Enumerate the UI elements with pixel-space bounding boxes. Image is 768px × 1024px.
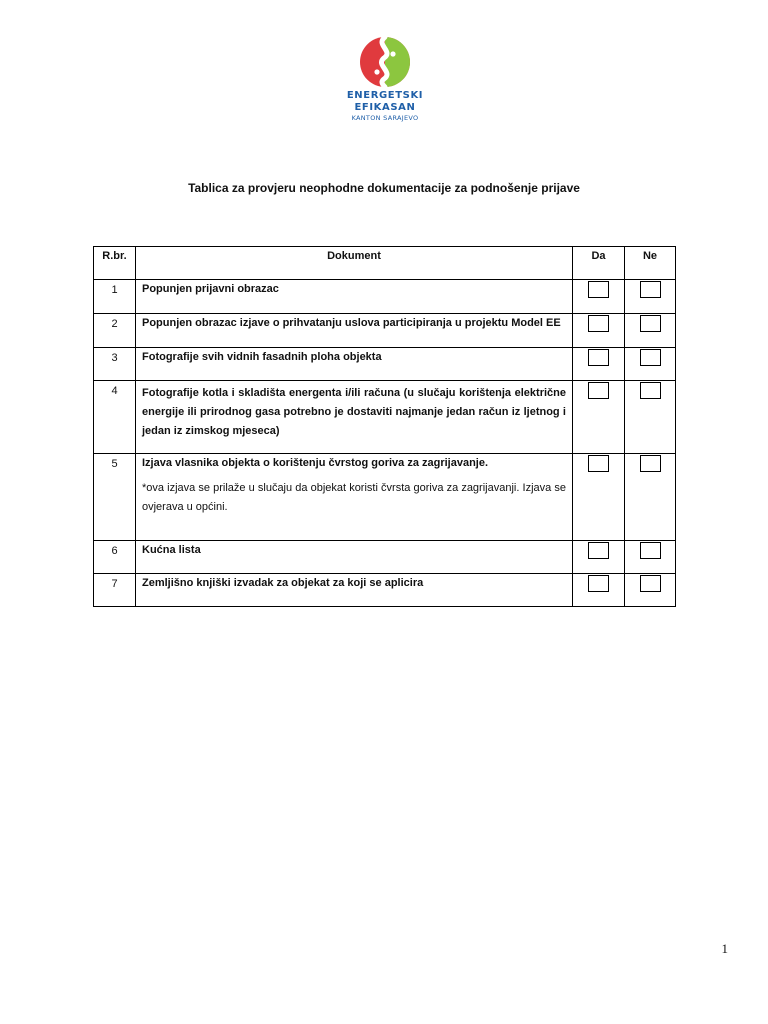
row-document: Popunjen prijavni obrazac (136, 280, 573, 314)
header-da: Da (573, 247, 625, 280)
row-document (136, 454, 573, 541)
row-number: 5 (94, 454, 136, 541)
checkbox-icon[interactable] (588, 315, 609, 332)
row-number: 3 (94, 348, 136, 381)
checkbox-icon[interactable] (588, 455, 609, 472)
logo-dot-bottom (374, 69, 379, 74)
row-number: 1 (94, 280, 136, 314)
checkbox-icon[interactable] (640, 542, 661, 559)
energetski-efikasan-logo-icon (358, 34, 412, 90)
checkbox-icon[interactable] (588, 542, 609, 559)
table-row (94, 454, 676, 541)
documentation-checklist-table (93, 246, 676, 607)
logo-text-kanton: KANTON SARAJEVO (351, 114, 419, 122)
logo-text-efikasan: EFIKASAN (354, 102, 416, 113)
checkbox-icon[interactable] (588, 349, 609, 366)
header-document: Dokument (136, 247, 573, 280)
row-document: Zemljišno knjiški izvadak za objekat za koji se aplicira (136, 574, 573, 607)
header-num: R.br. (94, 247, 136, 280)
row-number: 7 (94, 574, 136, 607)
checkbox-da-1[interactable] (573, 280, 625, 314)
logo (346, 34, 424, 123)
row-document: Fotografije svih vidnih fasadnih ploha objekta (136, 348, 573, 381)
checkbox-da-6[interactable] (573, 541, 625, 574)
checkbox-ne-3[interactable] (625, 348, 676, 381)
checkbox-icon[interactable] (640, 575, 661, 592)
checkbox-icon[interactable] (640, 315, 661, 332)
row-document: Popunjen obrazac izjave o prihvatanju uslova participiranja u projektu Model EE (136, 314, 573, 348)
checkbox-icon[interactable] (640, 281, 661, 298)
checkbox-da-3[interactable] (573, 348, 625, 381)
checkbox-ne-4[interactable] (625, 381, 676, 454)
table-row (94, 348, 676, 381)
checkbox-da-2[interactable] (573, 314, 625, 348)
header-ne: Ne (625, 247, 676, 280)
logo-green-half (385, 37, 410, 87)
row-document-title: Izjava vlasnika objekta o korištenju čvrstog goriva za zagrijavanje. (142, 457, 489, 469)
checkbox-icon[interactable] (640, 349, 661, 366)
document-title: Tablica za provjeru neophodne dokumentacije za podnošenje prijave (188, 181, 580, 195)
checkbox-da-4[interactable] (573, 381, 625, 454)
table-row (94, 314, 676, 348)
checkbox-ne-6[interactable] (625, 541, 676, 574)
table-row (94, 280, 676, 314)
row-number: 4 (94, 381, 136, 454)
checkbox-ne-1[interactable] (625, 280, 676, 314)
table-row (94, 574, 676, 607)
checkbox-ne-7[interactable] (625, 574, 676, 607)
checkbox-da-7[interactable] (573, 574, 625, 607)
row-number: 6 (94, 541, 136, 574)
checkbox-ne-5[interactable] (625, 454, 676, 541)
page-number: 1 (721, 941, 728, 956)
table-row (94, 541, 676, 574)
checkbox-icon[interactable] (588, 281, 609, 298)
checkbox-icon[interactable] (588, 575, 609, 592)
row-document: Kućna lista (136, 541, 573, 574)
table-row (94, 381, 676, 454)
checkbox-ne-2[interactable] (625, 314, 676, 348)
logo-dot-top (390, 51, 395, 56)
row-document: Fotografije kotla i skladišta energenta i/ili računa (u slučaju korištenja električne energije ili prirodnog gasa potrebno je dostaviti najmanje jedan račun iz ljetnog i jedan iz zimskog mjeseca) (136, 381, 573, 454)
logo-text-energetski: ENERGETSKI (346, 90, 424, 101)
table-header-row (94, 247, 676, 280)
row-number: 2 (94, 314, 136, 348)
checkbox-icon[interactable] (588, 382, 609, 399)
checkbox-icon[interactable] (640, 455, 661, 472)
row-document-note: *ova izjava se prilaže u slučaju da objekat koristi čvrsta goriva za zagrijavanji. Izjava se ovjerava u općini. (142, 482, 566, 513)
checkbox-icon[interactable] (640, 382, 661, 399)
checkbox-da-5[interactable] (573, 454, 625, 541)
